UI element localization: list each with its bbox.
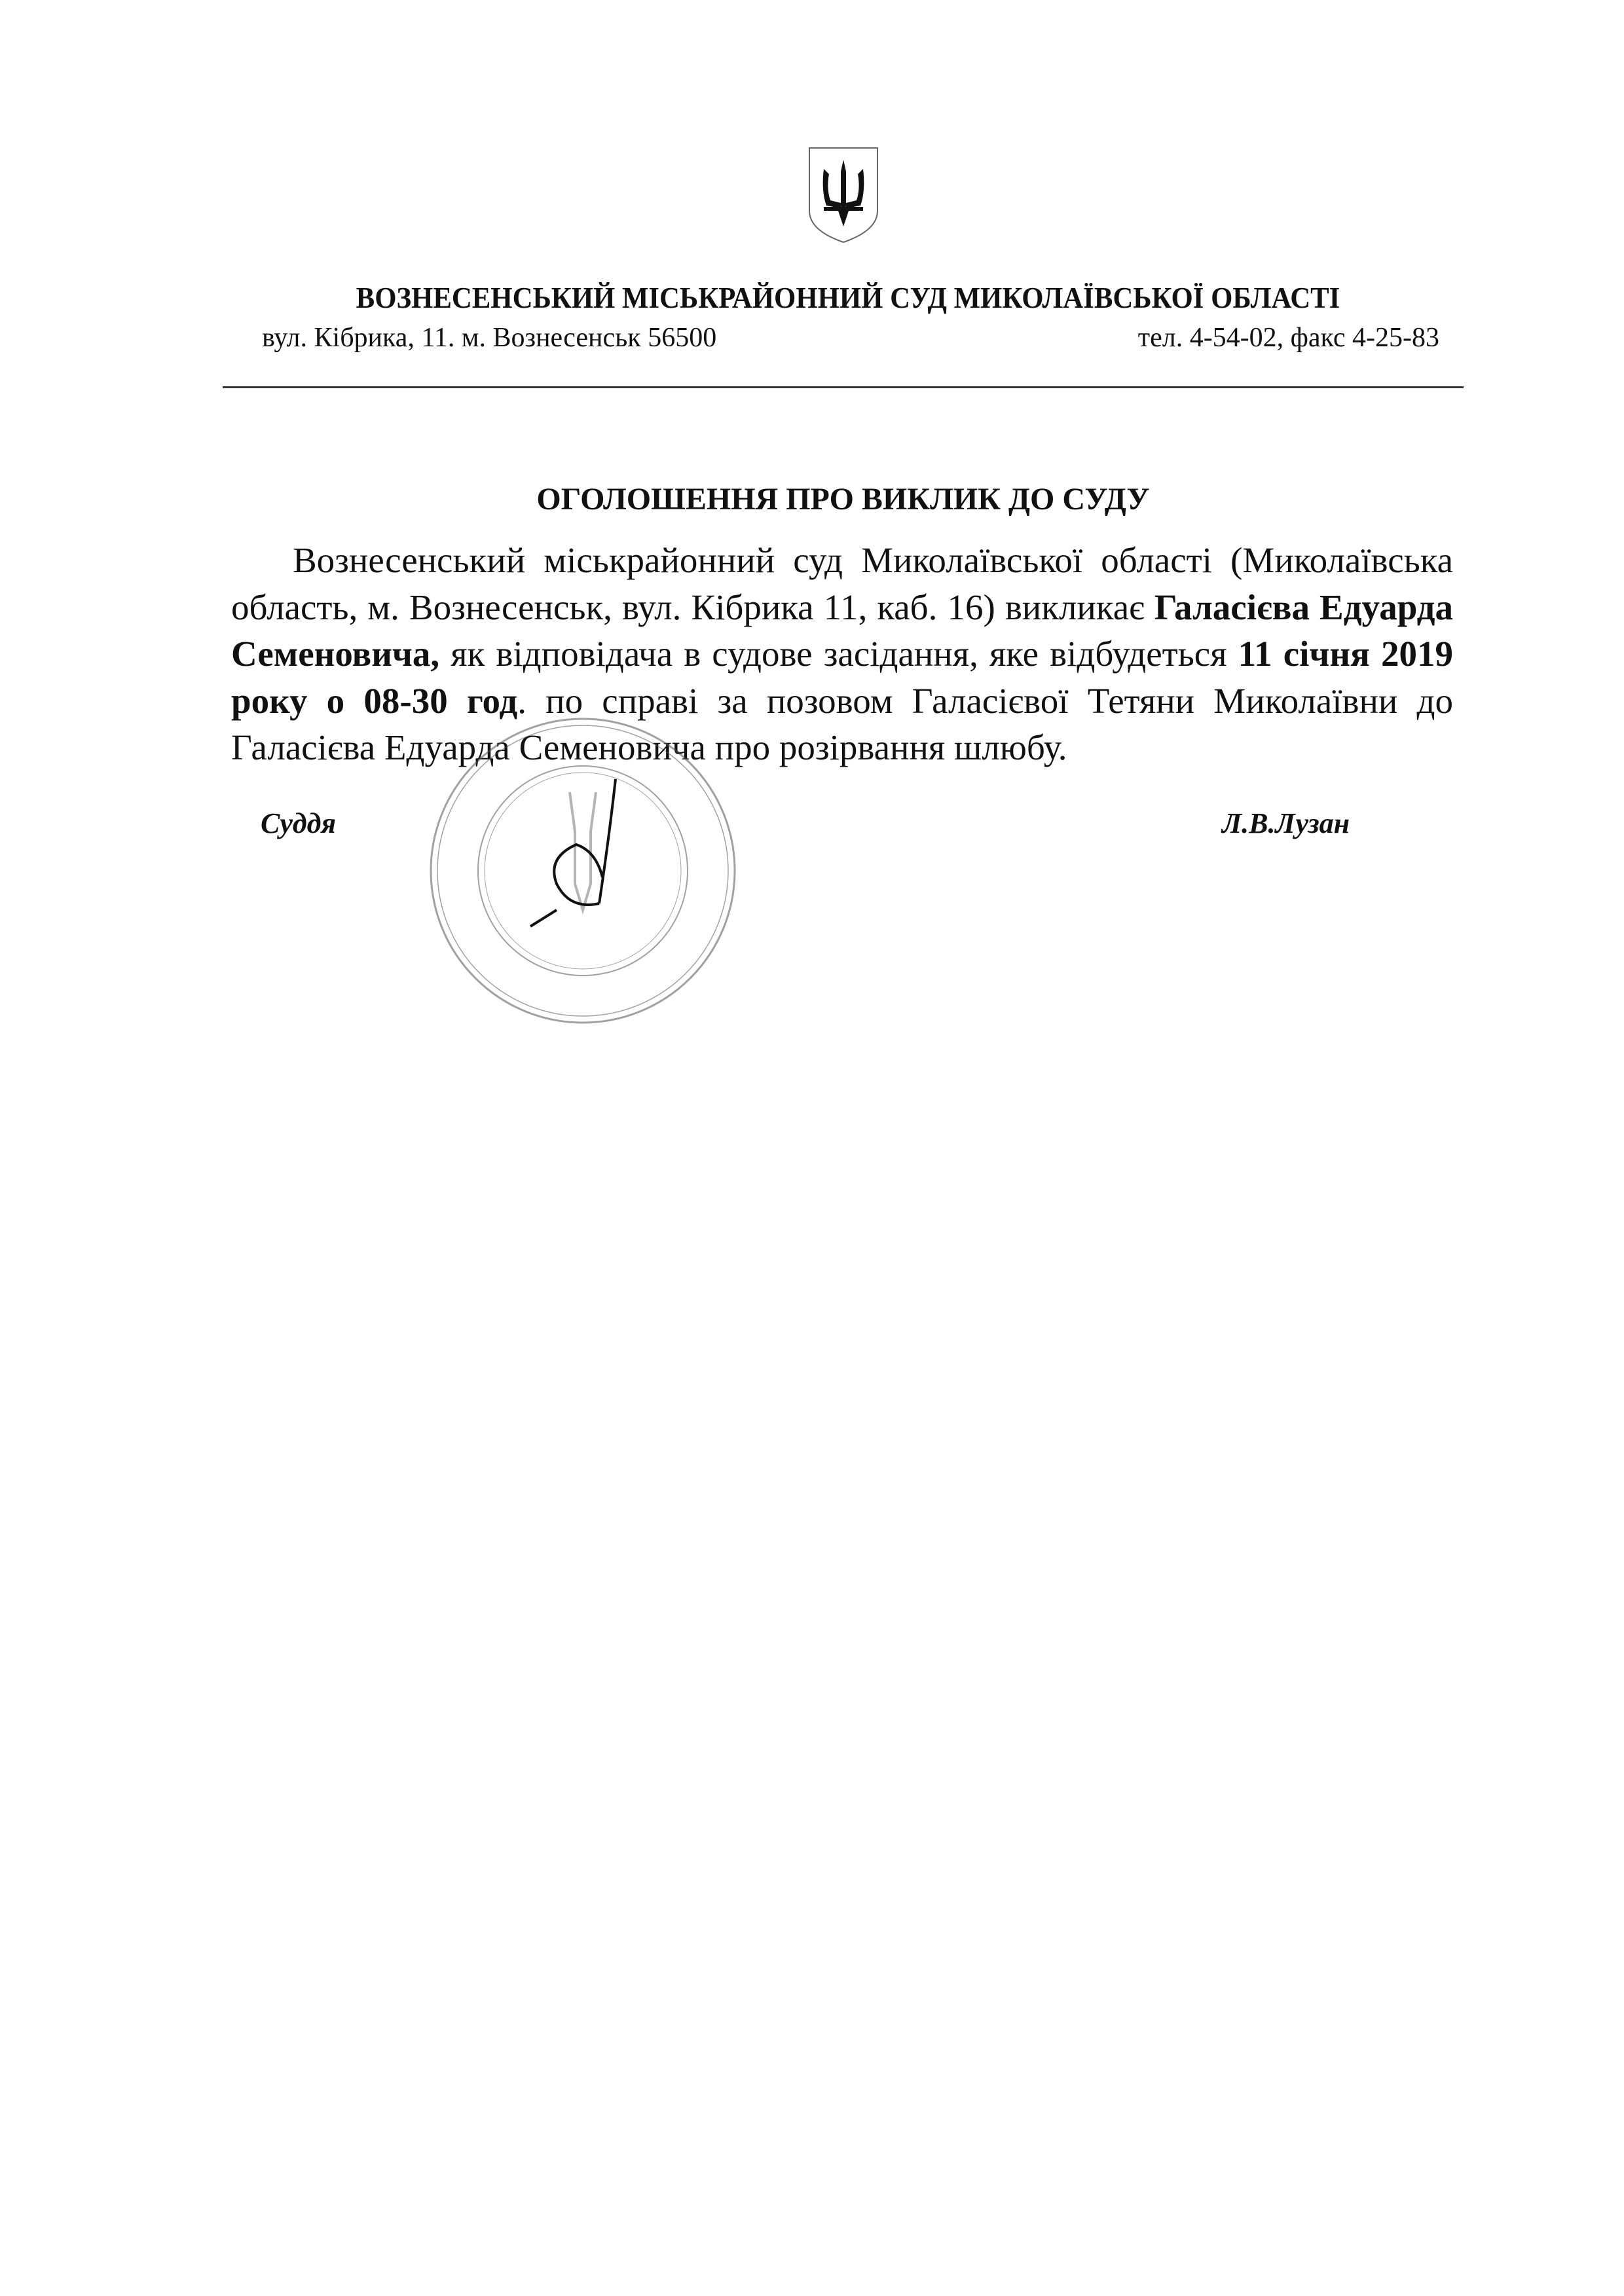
judge-name: Л.В.Лузан xyxy=(1222,807,1350,839)
court-name-heading: ВОЗНЕСЕНСЬКИЙ МІСЬКРАЙОННИЙ СУД МИКОЛАЇВСЬКОЇ ОБЛАСТІ xyxy=(356,281,1340,314)
judge-signature xyxy=(517,773,661,930)
judge-role-label: Суддя xyxy=(261,807,337,839)
letterhead-divider xyxy=(223,386,1464,388)
court-address: вул. Кібрика, 11. м. Вознесенськ 56500 xyxy=(262,323,717,353)
ukraine-trident-emblem-icon xyxy=(807,145,880,244)
notice-body xyxy=(231,537,1453,771)
notice-text-1: Вознесенський міськрайонний суд Миколаївської області (Миколаївська область, м. Вознесенськ, вул. Кібрика 11, каб. 16) викликає xyxy=(231,540,1453,627)
notice-text-2: як відповідача в судове засідання, яке відбудеться xyxy=(439,634,1238,674)
hearing-datetime: 11 січня 2019 року о 08-30 год xyxy=(231,634,1453,721)
court-phone-fax: тел. 4-54-02, факс 4-25-83 xyxy=(1137,323,1439,353)
defendant-name: Галасієва Едуарда Семеновича, xyxy=(231,587,1453,674)
notice-title: ОГОЛОШЕННЯ ПРО ВИКЛИК ДО СУДУ xyxy=(536,482,1150,517)
notice-text-3: . по справі за позовом Галасієвої Тетяни Миколаївни до Галасієва Едуарда Семеновича про розірвання шлюбу. xyxy=(231,680,1453,767)
